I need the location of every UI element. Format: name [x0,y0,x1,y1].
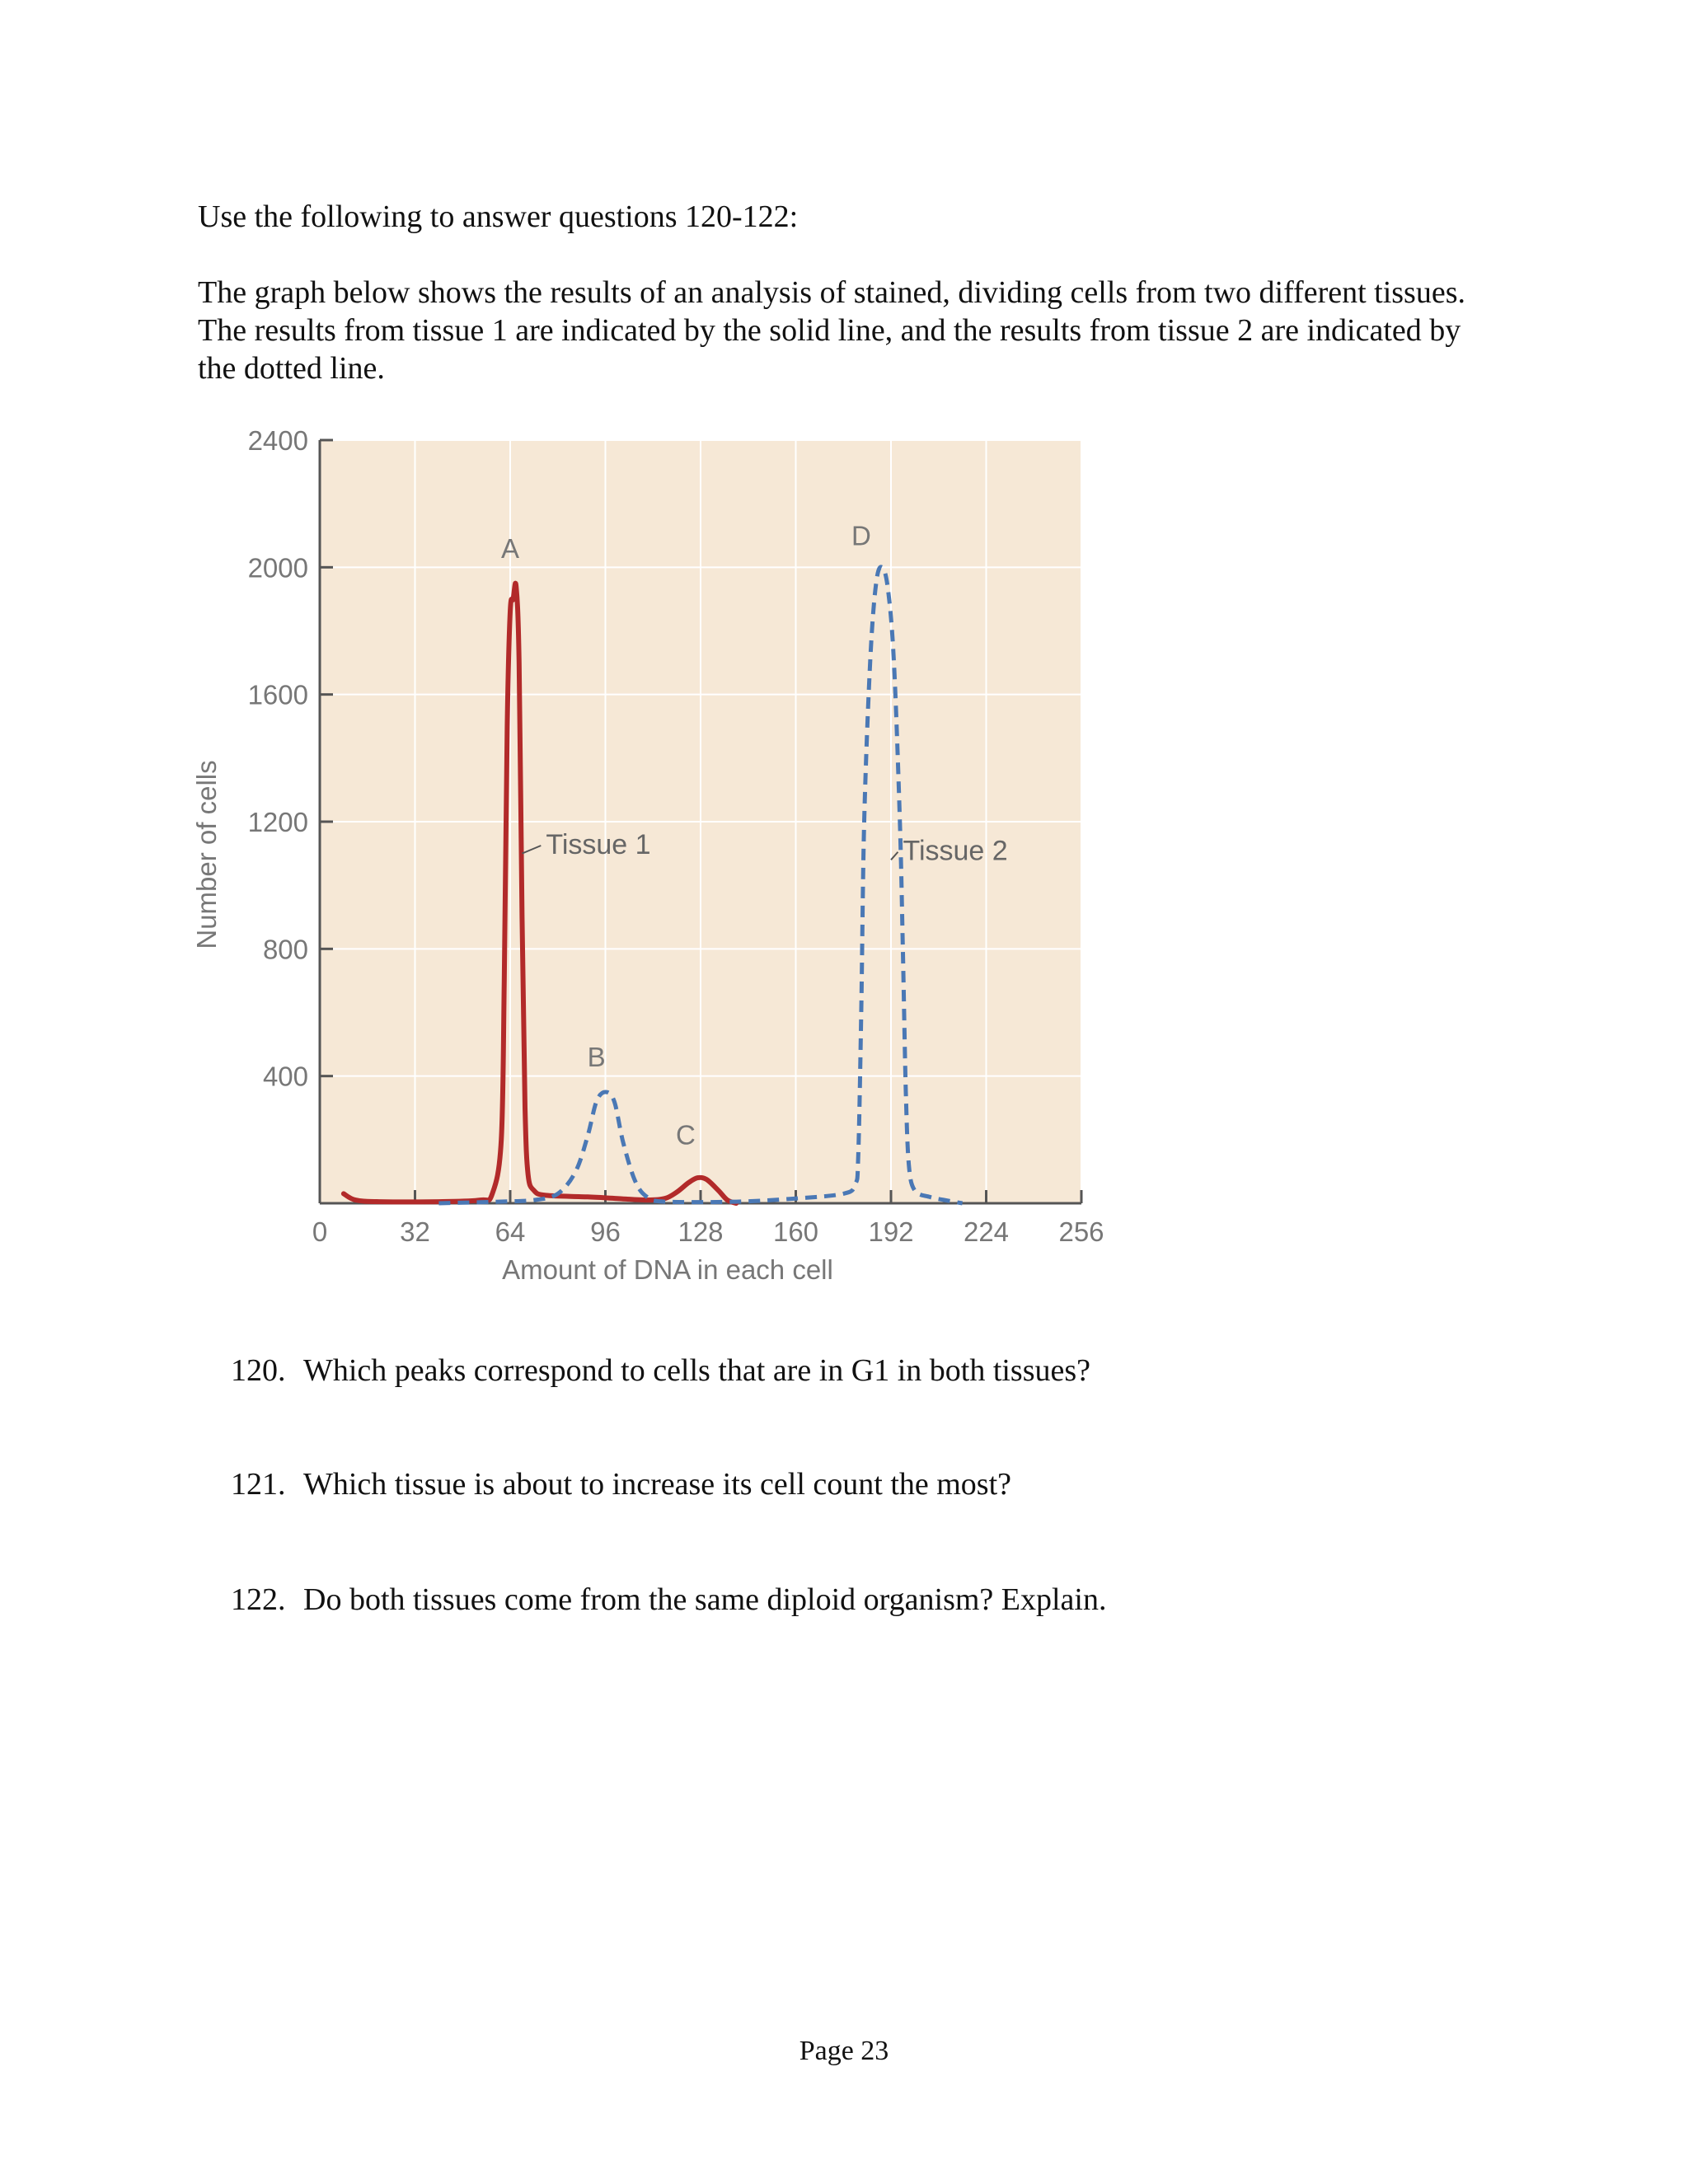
y-tick-label: 1200 [247,807,308,837]
question-text: Do both tissues come from the same diploid organism? Explain. [303,1582,1107,1617]
annotation-series-label: Tissue 1 [546,829,651,861]
peak-label: B [587,1042,606,1073]
dna-content-chart [188,412,1144,1319]
peak-label: A [500,532,520,564]
x-tick-label: 192 [868,1216,914,1247]
x-tick-label: 32 [400,1216,430,1247]
question-text: Which tissue is about to increase its cell count the most? [303,1467,1012,1502]
peak-label: C [676,1119,696,1151]
instruction-text: Use the following to answer questions 120-122: [198,199,799,234]
x-axis-title: Amount of DNA in each cell [502,1254,833,1285]
graph-description: The graph below shows the results of an analysis of stained, dividing cells from two different tissues. The results from tissue 1 are indicated by the solid line, and the results from tissue 2 are indicated by the dotted line. [198,275,1465,386]
peak-label: D [851,520,871,551]
x-tick-label: 160 [772,1216,819,1247]
y-axis-title: Number of cells [191,760,222,949]
question-number: 120. [231,1353,286,1388]
y-tick-label: 800 [262,934,308,965]
x-tick-label: 96 [590,1216,621,1247]
page-number: Page 23 [799,2036,889,2066]
x-tick-label: 128 [678,1216,724,1247]
x-tick-label: 224 [963,1216,1010,1247]
annotation-series-label: Tissue 2 [903,835,1008,867]
question-120 [231,1352,1090,1390]
question-number: 122. [231,1582,286,1617]
x-tick-label: 64 [495,1216,526,1247]
question-122 [231,1581,1106,1619]
y-tick-label: 400 [262,1061,308,1092]
chart-svg [188,412,1144,1319]
x-tick-label: 256 [1058,1216,1104,1247]
y-tick-label: 2000 [247,552,308,583]
question-number: 121. [231,1467,286,1502]
question-121 [231,1465,1011,1503]
y-tick-label: 2400 [247,425,308,456]
question-text: Which peaks correspond to cells that are in G1 in both tissues? [303,1353,1091,1388]
y-tick-label: 1600 [247,679,308,710]
x-tick-label: 0 [312,1216,328,1247]
